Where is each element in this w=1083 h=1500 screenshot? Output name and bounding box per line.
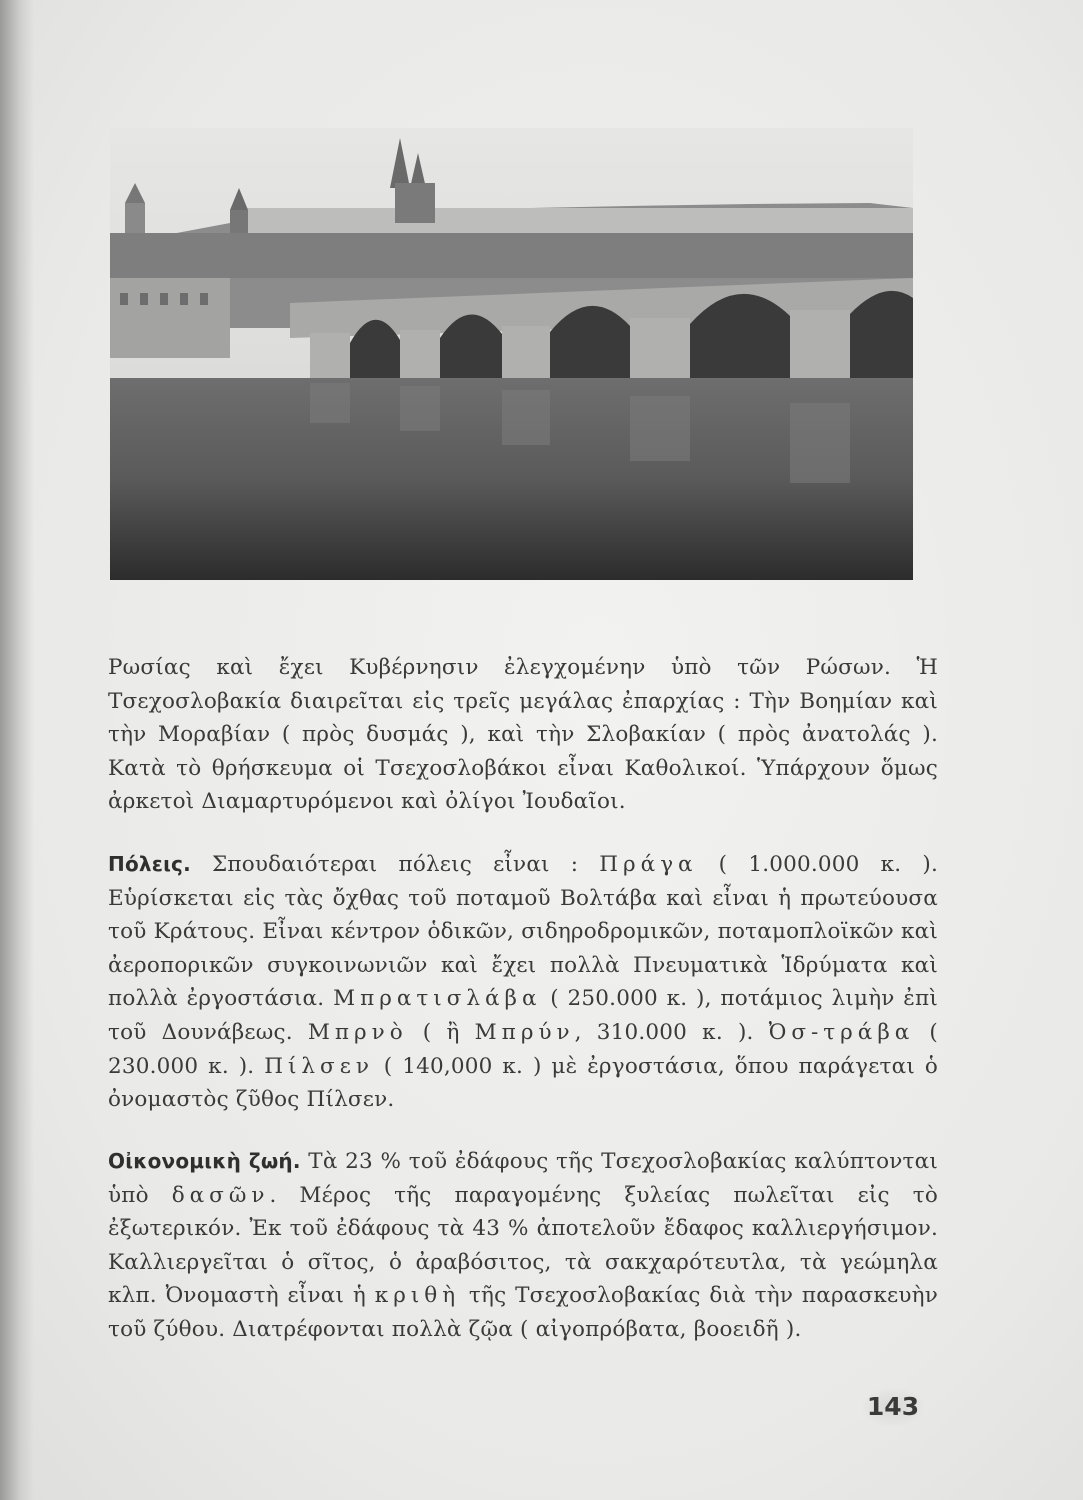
paragraph-2-text xyxy=(108,848,938,1117)
river-bridge-castle-photo xyxy=(110,128,913,580)
cities-text-1: Σπουδαιότεραι πόλεις εἶναι : xyxy=(190,852,600,877)
paragraph-economy xyxy=(108,1145,938,1347)
cities-text-7: ( 140,000 κ. ) μὲ ἐργοστάσια, ὅπου παράγεται ὁ ὀνομαστὸς ζῦθος Πίλσεν. xyxy=(108,1053,938,1113)
economy-text-3: τῆς Τσεχοσλοβακίας διὰ τὴν παρασκευὴν τοῦ ζύθου. Διατρέφονται πολλὰ ζῷα ( αἰγοπρόβατα, βοοειδῆ ). xyxy=(108,1283,938,1342)
cities-text-2: ( 1.000.000 κ. ). Εὑρίσκεται εἰς τὰς ὄχθας τοῦ ποταμοῦ Βολτάβα καὶ εἶναι ἡ πρωτεύουσα τοῦ Κράτους. Εἶναι κέντρον ὁδικῶν, σιδηροδρομικῶν, ποταμοπλοϊκῶν καὶ ἀεροπορικῶν συγκοινωνιῶν καὶ ἔχει πολλὰ Πνευματικὰ Ἱδρύματα καὶ πολλὰ ἐργοστάσια. xyxy=(108,852,938,1012)
barley-word: κριθὴ xyxy=(374,1283,461,1309)
page-number: 143 xyxy=(862,1388,924,1426)
paragraph-3-text xyxy=(108,1145,938,1347)
page-binding-shadow xyxy=(0,0,34,1500)
paragraph-russia-regions xyxy=(108,651,938,819)
cities-text-6: ( 230.000 κ. ). xyxy=(108,1019,938,1079)
economy-heading: Οἰκονομικὴ ζωή. xyxy=(108,1149,301,1173)
city-ostrava: Ὀσ-τράβα xyxy=(768,1019,915,1045)
photo-illustration xyxy=(110,128,913,580)
city-prague: Πράγα xyxy=(599,852,698,877)
economy-text-1: Τὰ 23 % τοῦ ἐδάφους τῆς Τσεχοσλοβακίας καλύπτονται ὑπὸ xyxy=(108,1149,939,1208)
forests-word: δασῶν xyxy=(171,1182,270,1208)
cities-heading: Πόλεις. xyxy=(108,852,191,876)
economy-text-2: . Μέρος τῆς παραγομένης ξυλείας πωλεῖται εἰς τὸ ἐξωτερικόν. Ἐκ τοῦ ἐδάφους τὰ 43 % ἀποτελοῦν ἔδαφος καλλιεργήσιμον. Καλλιεργεῖται ὁ σῖτος, ὁ ἀραβόσιτος, τὰ σακχαρότευτλα, τὰ γεώμηλα κλπ. Ὀνομαστὴ εἶναι ἡ xyxy=(108,1182,938,1309)
city-brun: Μπρύν xyxy=(474,1019,575,1045)
city-pilsen: Πίλσεν xyxy=(264,1053,374,1079)
paragraph-cities xyxy=(108,848,938,1117)
city-brno: Μπρνὸ xyxy=(307,1019,408,1045)
cities-text-5: , 310.000 κ. ). xyxy=(574,1019,769,1045)
cities-text-4: ( ἢ xyxy=(407,1019,475,1045)
paragraph-1-text: Ρωσίας καὶ ἔχει Κυβέρνησιν ἐλεγχομένην ὑπὸ τῶν Ρώσων. Ἡ Τσεχοσλοβακία διαιρεῖται εἰς τρεῖς μεγάλας ἐπαρχίας : Τὴν Βοημίαν καὶ τὴν Μοραβίαν ( πρὸς δυσμάς ), καὶ τὴν Σλοβακίαν ( πρὸς ἀνατολάς ). Κατὰ τὸ θρήσκευμα οἱ Τσεχοσλοβάκοι εἶναι Καθολικοί. Ὑπάρχουν ὅμως ἀρκετοὶ Διαμαρτυρόμενοι καὶ ὀλίγοι Ἰουδαῖοι. xyxy=(108,655,938,815)
cities-text-3: ( 250.000 κ. ), ποτάμιος λιμὴν ἐπὶ τοῦ Δουνάβεως. xyxy=(108,986,938,1045)
city-bratislava: Μπρατισλάβα xyxy=(333,986,542,1012)
